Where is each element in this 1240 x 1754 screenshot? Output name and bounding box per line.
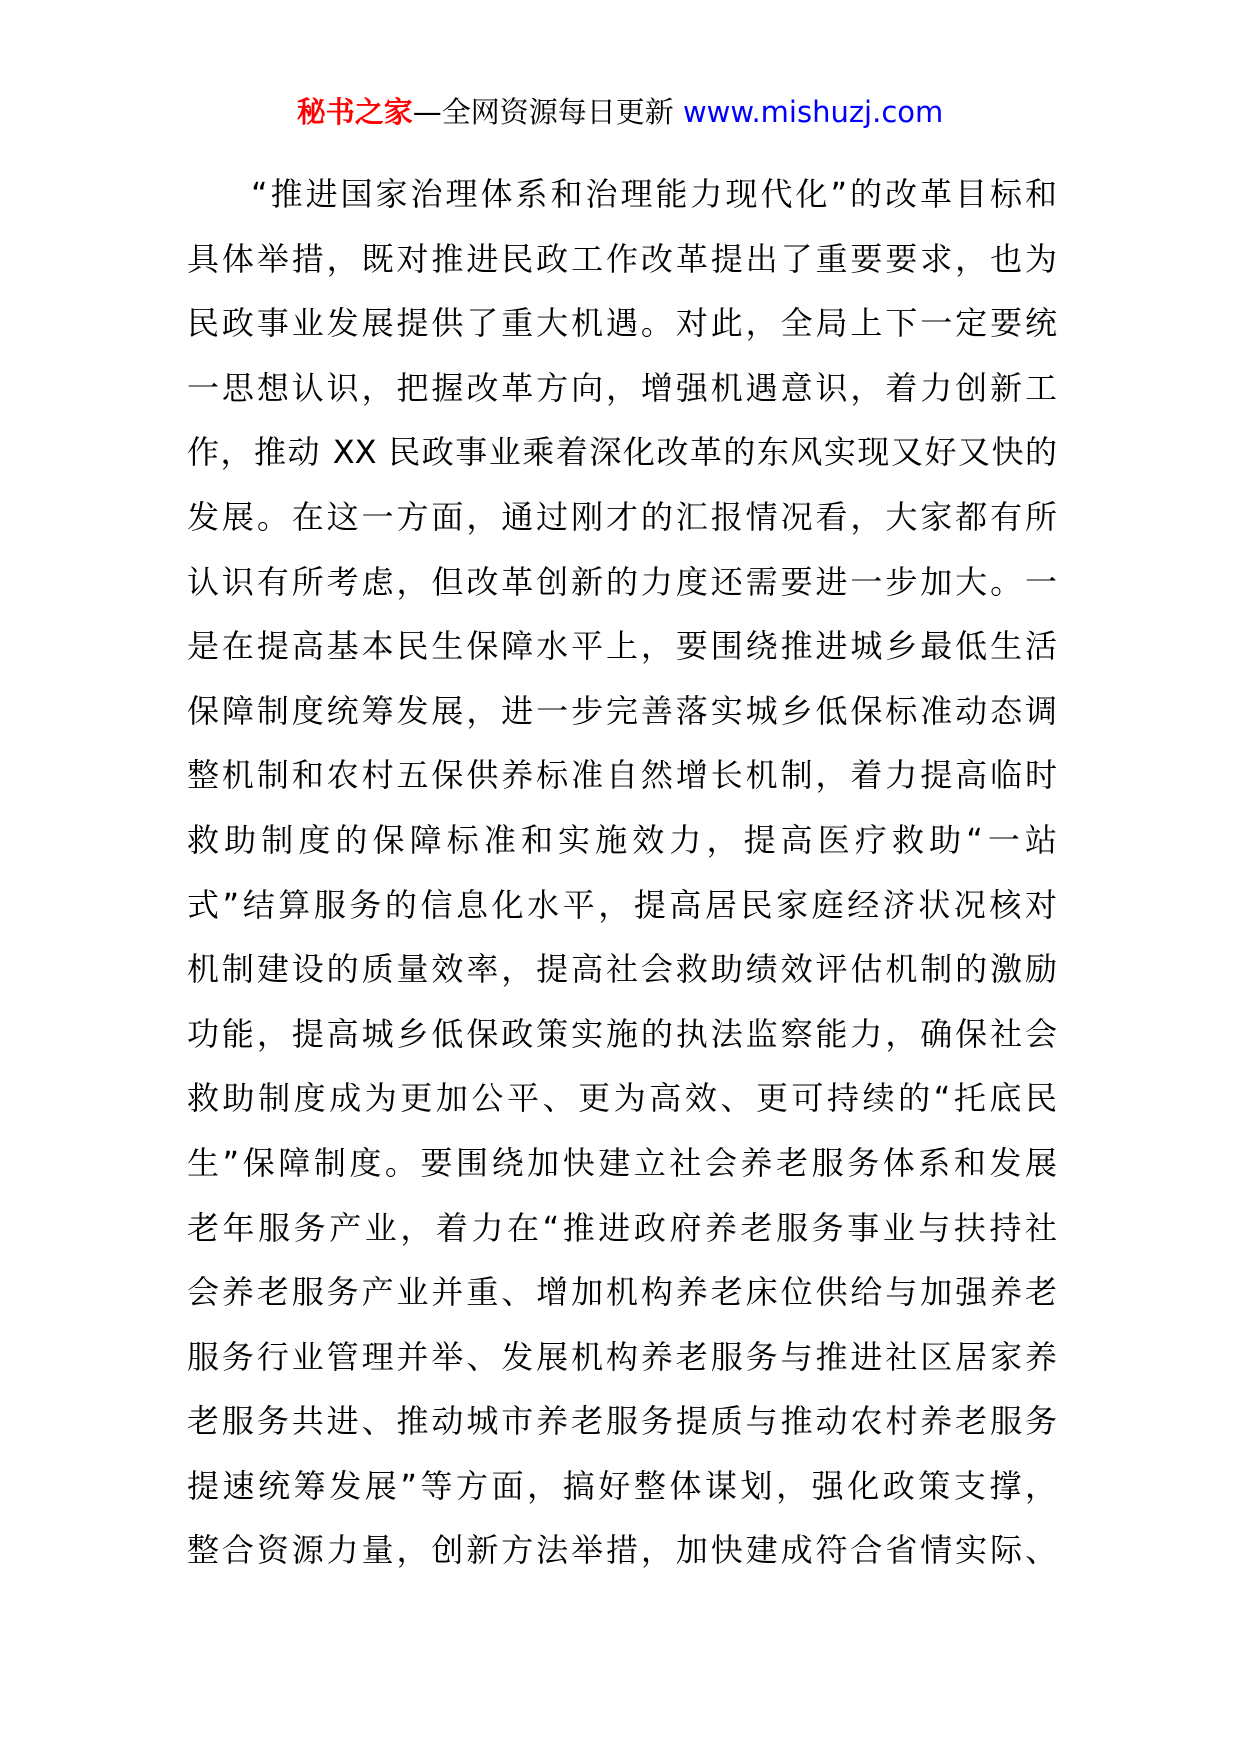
- paragraph-line: 作，推动 XX 民政事业乘着深化改革的东风实现又好又快的: [187, 433, 1057, 472]
- paragraph-line: 功能，提高城乡低保政策实施的执法监察能力，确保社会: [187, 1014, 1057, 1053]
- paragraph-line: 式”结算服务的信息化水平，提高居民家庭经济状况核对: [187, 885, 1057, 924]
- paragraph-line: 救助制度成为更加公平、更为高效、更可持续的“托底民: [187, 1079, 1057, 1118]
- paragraph-line: 老服务共进、推动城市养老服务提质与推动农村养老服务: [187, 1402, 1057, 1441]
- paragraph-line: 生”保障制度。要围绕加快建立社会养老服务体系和发展: [187, 1143, 1057, 1182]
- paragraph-line: 一思想认识，把握改革方向，增强机遇意识，着力创新工: [187, 368, 1057, 407]
- page-header: [0, 92, 1240, 132]
- document-body: [187, 162, 1057, 1583]
- paragraph-line: 会养老服务产业并重、增加机构养老床位供给与加强养老: [187, 1273, 1057, 1312]
- paragraph-line: 民政事业发展提供了重大机遇。对此，全局上下一定要统: [187, 304, 1057, 343]
- paragraph-line: 发展。在这一方面，通过刚才的汇报情况看，大家都有所: [187, 497, 1057, 536]
- paragraph-line: 具体举措，既对推进民政工作改革提出了重要要求，也为: [187, 239, 1057, 278]
- paragraph-line: 提速统筹发展”等方面，搞好整体谋划，强化政策支撑，: [187, 1466, 1057, 1505]
- paragraph-line: 整合资源力量，创新方法举措，加快建成符合省情实际、: [187, 1531, 1057, 1570]
- paragraph-line: 认识有所考虑，但改革创新的力度还需要进一步加大。一: [187, 562, 1057, 601]
- paragraph-line: 整机制和农村五保供养标准自然增长机制，着力提高临时: [187, 756, 1057, 795]
- paragraph-line: 服务行业管理并举、发展机构养老服务与推进社区居家养: [187, 1337, 1057, 1376]
- paragraph-line: 机制建设的质量效率，提高社会救助绩效评估机制的激励: [187, 950, 1057, 989]
- paragraph-line: 是在提高基本民生保障水平上，要围绕推进城乡最低生活: [187, 627, 1057, 666]
- paragraph-line: “推进国家治理体系和治理能力现代化”的改革目标和: [251, 175, 1057, 213]
- paragraph-line: 老年服务产业，着力在“推进政府养老服务事业与扶持社: [187, 1208, 1057, 1247]
- brand-name: 秘书之家: [296, 95, 413, 129]
- header-tagline: —全网资源每日更新: [412, 95, 683, 129]
- website-link[interactable]: www.mishuzj.com: [682, 95, 944, 129]
- paragraph-line: 保障制度统筹发展，进一步完善落实城乡低保标准动态调: [187, 691, 1057, 730]
- paragraph-line: 救助制度的保障标准和实施效力，提高医疗救助“一站: [187, 820, 1057, 859]
